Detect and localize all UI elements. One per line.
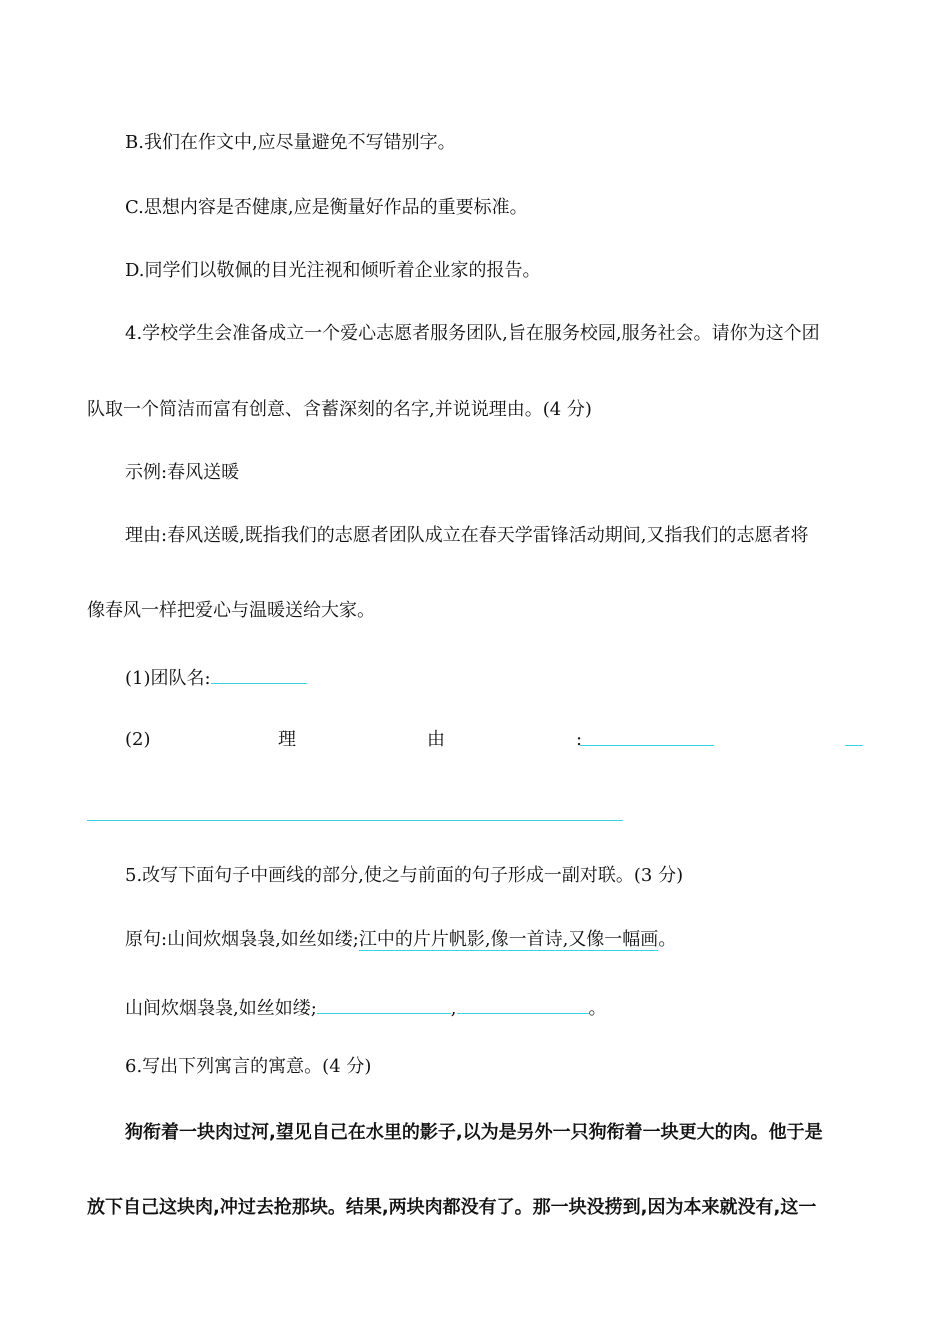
fill-sentence — [125, 993, 607, 1021]
fill-comma: , — [450, 998, 457, 1019]
option-c: C.思想内容是否健康,应是衡量好作品的重要标准。 — [125, 197, 528, 218]
fill-prefix: 山间炊烟袅袅,如丝如缕; — [125, 998, 317, 1019]
fill-end: 。 — [588, 998, 607, 1019]
question-6: 6.写出下列寓言的寓意。(4 分) — [125, 1056, 372, 1077]
reason-blank-2[interactable] — [845, 745, 863, 746]
original-end: 。 — [658, 929, 677, 950]
answer-team-name-label: (1)团队名: — [125, 668, 211, 689]
answer-reason-colon: : — [576, 729, 583, 750]
couplet-blank-1[interactable] — [317, 993, 451, 1014]
example-title: 示例:春风送暖 — [125, 462, 240, 483]
answer-team-name — [125, 663, 307, 691]
answer-reason-char-2: 由 — [427, 729, 445, 750]
question-4-line-1: 4.学校学生会准备成立一个爱心志愿者服务团队,旨在服务校园,服务社会。请你为这个团 — [125, 323, 820, 344]
original-prefix: 原句:山间炊烟袅袅,如丝如缕; — [125, 929, 359, 950]
question-5: 5.改写下面句子中画线的部分,使之与前面的句子形成一副对联。(3 分) — [125, 865, 684, 886]
fable-line-2: 放下自己这块肉,冲过去抢那块。结果,两块肉都没有了。那一块没捞到,因为本来就没有,这一 — [87, 1197, 817, 1218]
example-reason-line-2: 像春风一样把爱心与温暖送给大家。 — [87, 600, 375, 621]
reason-blank-1[interactable] — [580, 745, 714, 746]
option-d: D.同学们以敬佩的目光注视和倾听着企业家的报告。 — [125, 260, 541, 281]
answer-reason-number: (2) — [125, 729, 151, 750]
reason-blank-3[interactable] — [87, 820, 623, 821]
question-4-line-2: 队取一个简洁而富有创意、含蓄深刻的名字,并说说理由。(4 分) — [87, 399, 592, 420]
answer-reason-char-1: 理 — [278, 729, 296, 750]
original-underlined-part: 江中的片片帆影,像一首诗,又像一幅画 — [358, 929, 659, 950]
team-name-blank[interactable] — [211, 663, 307, 684]
fable-line-1: 狗衔着一块肉过河,望见自己在水里的影子,以为是另外一只狗衔着一块更大的肉。他于是 — [125, 1122, 823, 1143]
option-b: B.我们在作文中,应尽量避免不写错别字。 — [125, 132, 456, 153]
example-reason-line-1: 理由:春风送暖,既指我们的志愿者团队成立在春天学雷锋活动期间,又指我们的志愿者将 — [125, 525, 809, 546]
original-sentence — [125, 928, 676, 952]
couplet-blank-2[interactable] — [457, 993, 589, 1014]
